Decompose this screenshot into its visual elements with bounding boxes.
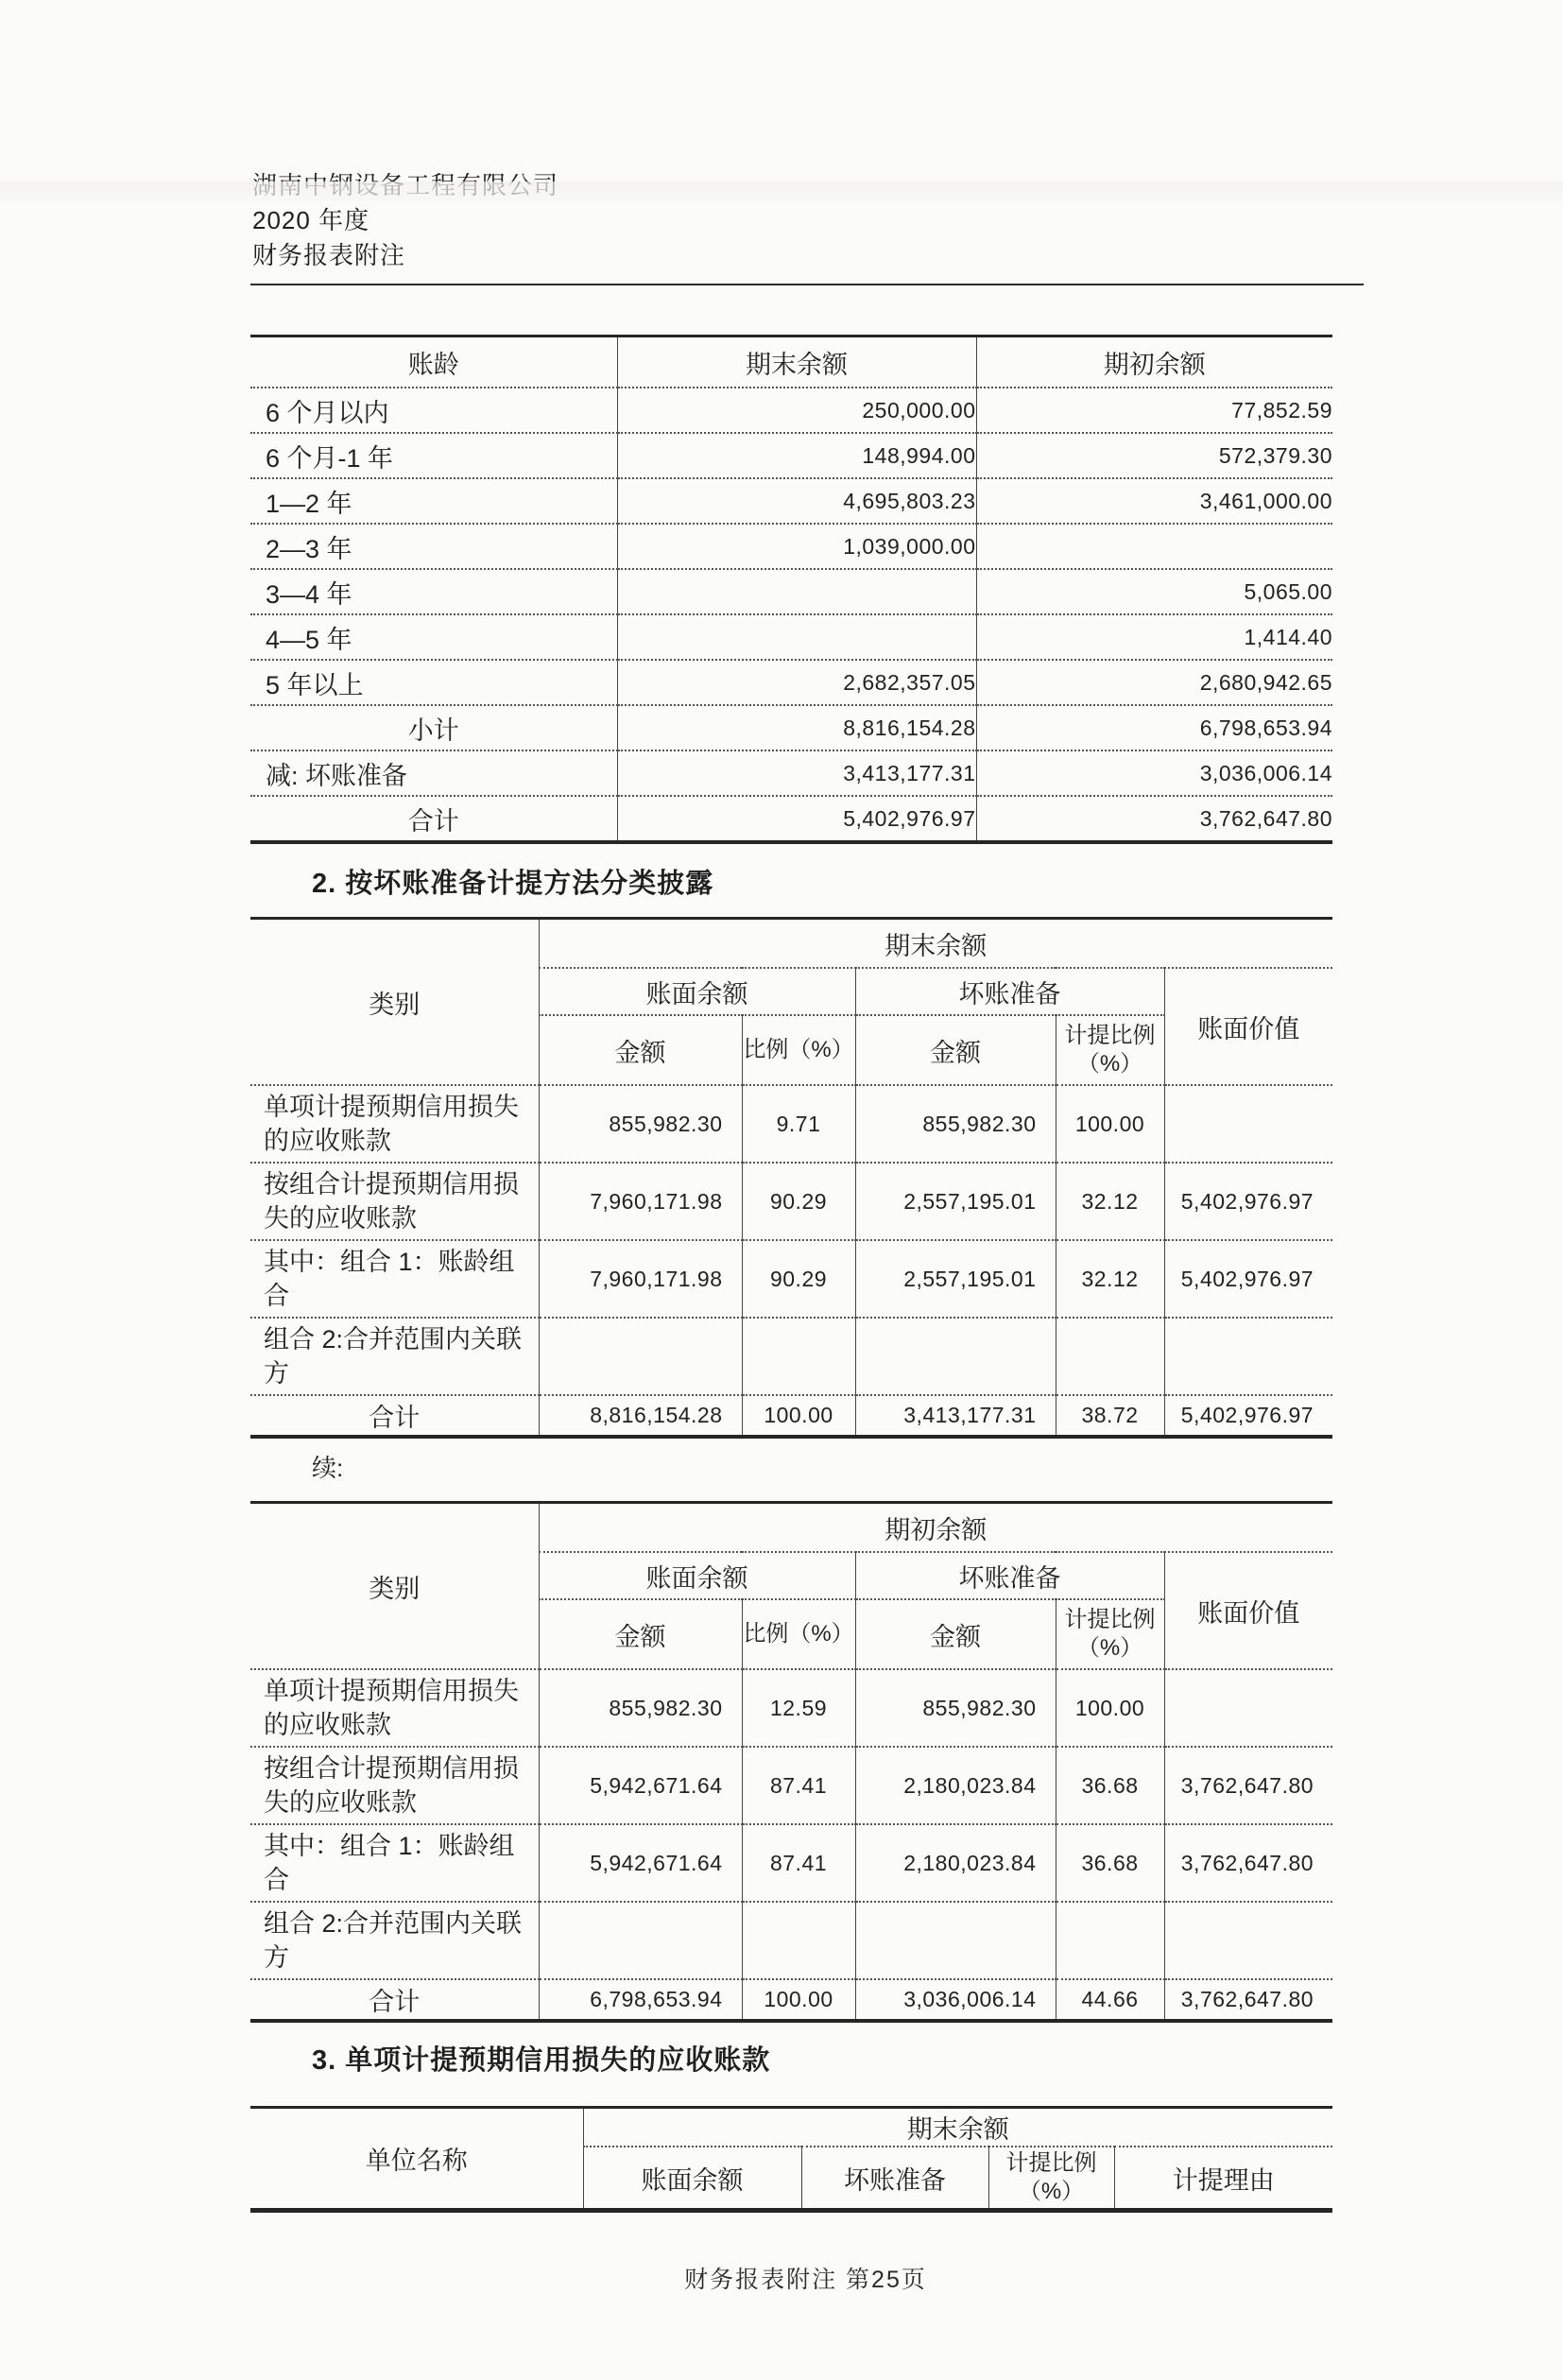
ratio-value: [742, 1902, 855, 1979]
category-label: 组合 2:合并范围内关联方: [250, 1318, 539, 1395]
bad-debt-amount-value: 855,982.30: [855, 1085, 1056, 1163]
col-header-bad-debt: 坏账准备: [855, 968, 1164, 1015]
col-header-book-value: 账面价值: [1164, 968, 1332, 1085]
bad-debt-amount-value: 855,982.30: [855, 1669, 1056, 1747]
amount-value: 855,982.30: [539, 1085, 742, 1163]
provision-method-table-ending: [250, 917, 1332, 1439]
book-value: 5,402,976.97: [1164, 1163, 1332, 1240]
provision-ratio-value: 100.00: [1056, 1085, 1164, 1163]
provision-ratio-value: 100.00: [1056, 1669, 1164, 1747]
col-header-amount: 金额: [855, 1599, 1056, 1669]
category-label: 其中：组合 1：账龄组合: [250, 1240, 539, 1318]
page-footer: 财务报表附注 第25页: [684, 2267, 927, 2293]
col-header-ending-balance: 期末余额: [617, 336, 976, 388]
ending-balance-value: 2,682,357.05: [617, 660, 976, 705]
ending-balance-value: [617, 569, 976, 614]
category-label: 单项计提预期信用损失的应收账款: [250, 1085, 539, 1163]
bad-debt-amount-value: 3,413,177.31: [855, 1395, 1056, 1437]
col-header-book-balance: 账面余额: [539, 1552, 855, 1599]
col-header-amount: 金额: [614, 1038, 666, 1067]
ratio-value: 87.41: [742, 1747, 855, 1824]
col-header-provision-ratio: 计提比例（%）: [988, 2147, 1114, 2211]
amount-value: 7,960,171.98: [539, 1240, 742, 1318]
beginning-balance-value: 3,762,647.80: [976, 796, 1332, 842]
section-3-title: 3. 单项计提预期信用损失的应收账款: [312, 2045, 771, 2076]
aging-bucket-label: 6 个月-1 年: [250, 433, 617, 478]
ending-balance-value: 5,402,976.97: [617, 796, 976, 842]
bad-debt-amount-value: 2,180,023.84: [855, 1747, 1056, 1824]
aging-bucket-label: 5 年以上: [250, 660, 617, 705]
total-label: 合计: [250, 1395, 539, 1437]
beginning-balance-value: 572,379.30: [976, 433, 1332, 478]
col-header-beginning-balance: 期初余额: [539, 1503, 1332, 1553]
aging-table: [250, 335, 1332, 844]
total-row: [250, 1979, 1332, 2021]
category-label: 单项计提预期信用损失的应收账款: [250, 1669, 539, 1747]
ratio-value: 87.41: [742, 1824, 855, 1902]
less-bad-debt-label: 减: 坏账准备: [250, 750, 617, 796]
header-divider: [250, 284, 1364, 285]
col-header-category: 类别: [250, 919, 539, 1086]
ending-balance-value: 250,000.00: [617, 388, 976, 433]
bad-debt-amount-value: 2,557,195.01: [855, 1240, 1056, 1318]
book-value: 3,762,647.80: [1164, 1979, 1332, 2021]
amount-value: [539, 1902, 742, 1979]
col-header-book-value: 账面价值: [1164, 1552, 1332, 1669]
ratio-value: 100.00: [742, 1395, 855, 1437]
table-row: [250, 388, 1332, 433]
bad-debt-amount-value: 2,557,195.01: [855, 1163, 1056, 1240]
individual-provision-table: [250, 2106, 1332, 2213]
col-header-bad-debt: 坏账准备: [855, 1552, 1164, 1599]
table-row: [250, 1902, 1332, 1979]
book-value: [1164, 1318, 1332, 1395]
table-row: [250, 1824, 1332, 1902]
ratio-value: 100.00: [742, 1979, 855, 2021]
provision-method-table-beginning: [250, 1501, 1332, 2023]
table-row: [250, 1085, 1332, 1163]
table-header-row: [250, 2108, 1332, 2147]
amount-value: 8,816,154.28: [539, 1395, 742, 1437]
table-row: [250, 569, 1332, 614]
table-row: [250, 660, 1332, 705]
ending-balance-value: 148,994.00: [617, 433, 976, 478]
ratio-value: 9.71: [742, 1085, 855, 1163]
table-row: [250, 614, 1332, 660]
col-header-amount: 金额: [855, 1015, 1056, 1085]
beginning-balance-value: 3,036,006.14: [976, 750, 1332, 796]
document-title: 财务报表附注: [252, 241, 406, 269]
provision-ratio-value: 36.68: [1056, 1747, 1164, 1824]
book-value: [1164, 1085, 1332, 1163]
section-2-title: 2. 按坏账准备计提方法分类披露: [312, 869, 714, 899]
bad-debt-amount-value: [855, 1902, 1056, 1979]
scan-artifact-band: [0, 181, 1563, 202]
total-label: 合计: [250, 1979, 539, 2021]
col-header-category: 类别: [250, 1503, 539, 1670]
col-header-ratio: 比例（%）: [742, 1015, 855, 1085]
col-header-book-balance: 账面余额: [539, 968, 855, 1015]
col-header-provision-reason: 计提理由: [1114, 2147, 1332, 2211]
beginning-balance-value: [976, 524, 1332, 569]
book-value: [1164, 1902, 1332, 1979]
table-row: [250, 433, 1332, 478]
category-label: 按组合计提预期信用损失的应收账款: [250, 1163, 539, 1240]
provision-ratio-value: [1056, 1318, 1164, 1395]
aging-bucket-label: 3—4 年: [250, 569, 617, 614]
ratio-value: 90.29: [742, 1163, 855, 1240]
category-label: 按组合计提预期信用损失的应收账款: [250, 1747, 539, 1824]
provision-ratio-value: 44.66: [1056, 1979, 1164, 2021]
amount-value: 855,982.30: [539, 1669, 742, 1747]
beginning-balance-value: 6,798,653.94: [976, 705, 1332, 750]
amount-value: 7,960,171.98: [539, 1163, 742, 1240]
total-row: [250, 1395, 1332, 1437]
col-header-book-balance: 账面余额: [641, 2165, 744, 2195]
ratio-value: 12.59: [742, 1669, 855, 1747]
ending-balance-value: 4,695,803.23: [617, 478, 976, 524]
provision-ratio-value: 38.72: [1056, 1395, 1164, 1437]
category-label: 其中：组合 1：账龄组合: [250, 1824, 539, 1902]
col-header-unit-name: 单位名称: [250, 2108, 583, 2211]
col-header-beginning-balance: 期初余额: [976, 336, 1332, 388]
book-value: [1164, 1669, 1332, 1747]
amount-value: [539, 1318, 742, 1395]
subtotal-row: [250, 705, 1332, 750]
bad-debt-amount-value: [855, 1318, 1056, 1395]
table-row: [250, 1163, 1332, 1240]
provision-ratio-value: 32.12: [1056, 1163, 1164, 1240]
amount-value: 5,942,671.64: [539, 1747, 742, 1824]
table-header-row: [250, 919, 1332, 969]
aging-bucket-label: 6 个月以内: [250, 388, 617, 433]
col-header-bad-debt: 坏账准备: [801, 2147, 988, 2211]
table-row: [250, 1747, 1332, 1824]
col-header-aging: 账龄: [407, 350, 459, 379]
total-label: 合计: [250, 796, 617, 842]
col-header-amount: 金额: [614, 1622, 666, 1651]
provision-ratio-value: 36.68: [1056, 1824, 1164, 1902]
subtotal-label: 小计: [250, 705, 617, 750]
table-header-row: [250, 336, 1332, 388]
beginning-balance-value: 77,852.59: [976, 388, 1332, 433]
provision-ratio-value: 32.12: [1056, 1240, 1164, 1318]
col-header-ending-balance: 期末余额: [583, 2108, 1332, 2147]
beginning-balance-value: 3,461,000.00: [976, 478, 1332, 524]
total-row: [250, 796, 1332, 842]
amount-value: 6,798,653.94: [539, 1979, 742, 2021]
table-row: [250, 750, 1332, 796]
bad-debt-amount-value: 3,036,006.14: [855, 1979, 1056, 2021]
table-row: [250, 524, 1332, 569]
continued-label: 续:: [312, 1454, 344, 1482]
ending-balance-value: 8,816,154.28: [617, 705, 976, 750]
aging-bucket-label: 4—5 年: [250, 614, 617, 660]
beginning-balance-value: 1,414.40: [976, 614, 1332, 660]
provision-ratio-value: [1056, 1902, 1164, 1979]
table-row: [250, 1669, 1332, 1747]
amount-value: 5,942,671.64: [539, 1824, 742, 1902]
book-value: 5,402,976.97: [1164, 1240, 1332, 1318]
col-header-provision-ratio: 计提比例（%）: [1056, 1015, 1164, 1085]
category-label: 组合 2:合并范围内关联方: [250, 1902, 539, 1979]
table-row: [250, 1318, 1332, 1395]
aging-bucket-label: 2—3 年: [250, 524, 617, 569]
beginning-balance-value: 2,680,942.65: [976, 660, 1332, 705]
book-value: 3,762,647.80: [1164, 1824, 1332, 1902]
aging-bucket-label: 1—2 年: [250, 478, 617, 524]
table-header-row: [250, 1503, 1332, 1553]
fiscal-year: 2020 年度: [252, 206, 370, 234]
beginning-balance-value: 5,065.00: [976, 569, 1332, 614]
ending-balance-value: 1,039,000.00: [617, 524, 976, 569]
bad-debt-amount-value: 2,180,023.84: [855, 1824, 1056, 1902]
book-value: 3,762,647.80: [1164, 1747, 1332, 1824]
ending-balance-value: 3,413,177.31: [617, 750, 976, 796]
book-value: 5,402,976.97: [1164, 1395, 1332, 1437]
col-header-ending-balance: 期末余额: [539, 919, 1332, 969]
ending-balance-value: [617, 614, 976, 660]
col-header-ratio: 比例（%）: [742, 1599, 855, 1669]
col-header-provision-ratio: 计提比例（%）: [1056, 1599, 1164, 1669]
ratio-value: 90.29: [742, 1240, 855, 1318]
ratio-value: [742, 1318, 855, 1395]
table-row: [250, 1240, 1332, 1318]
table-row: [250, 478, 1332, 524]
